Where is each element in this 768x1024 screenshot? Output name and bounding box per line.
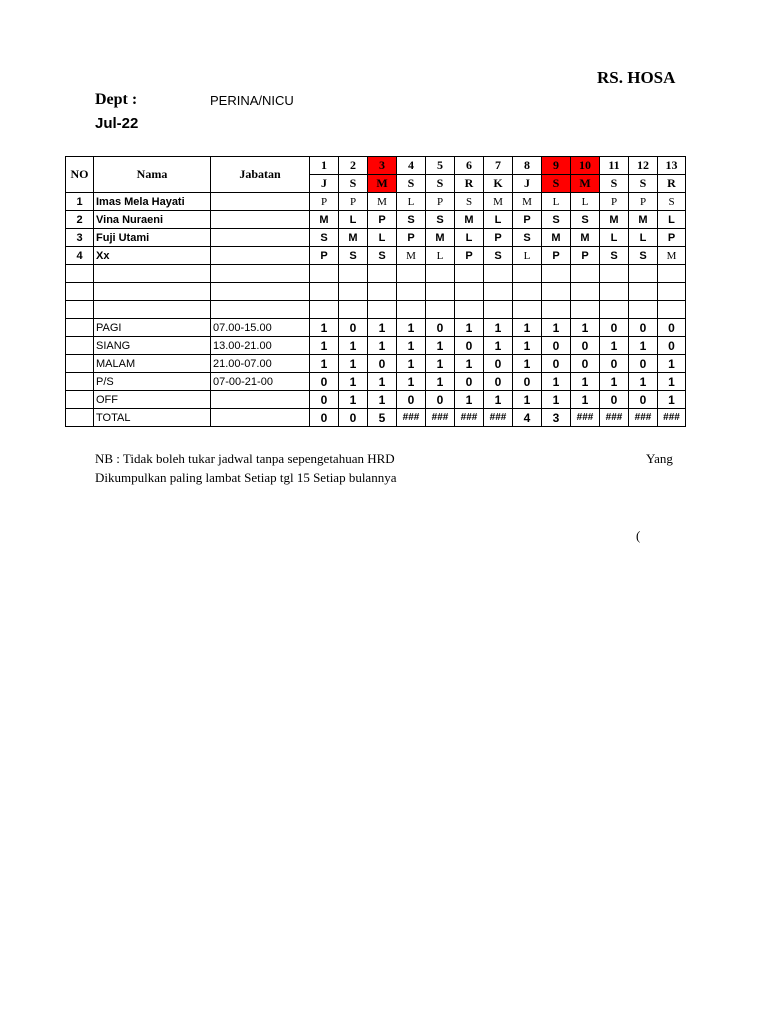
shift-cell: L [658,211,686,229]
summary-value: 1 [571,391,600,409]
date-cell: 1 [310,157,339,175]
empty-cell [66,301,94,319]
shift-cell: S [397,211,426,229]
summary-value: 0 [397,391,426,409]
empty-cell [397,265,426,283]
empty-cell [426,301,455,319]
summary-value: 0 [600,355,629,373]
empty-cell [629,301,658,319]
summary-value: 1 [455,319,484,337]
empty-cell [339,283,368,301]
shift-cell: P [426,193,455,211]
dept-value: PERINA/NICU [210,93,294,108]
summary-time: 13.00-21.00 [211,337,310,355]
empty-cell [455,301,484,319]
summary-value: 1 [455,355,484,373]
summary-value: 0 [513,373,542,391]
empty-cell [658,283,686,301]
summary-value: 0 [339,319,368,337]
empty-cell [211,283,310,301]
empty-cell [455,283,484,301]
summary-value: 1 [368,373,397,391]
summary-value: 0 [368,355,397,373]
day-cell: R [455,175,484,193]
day-cell: S [542,175,571,193]
summary-value: 0 [658,337,686,355]
shift-cell: M [397,247,426,265]
empty-cell [310,283,339,301]
empty-cell [426,265,455,283]
staff-no: 1 [66,193,94,211]
shift-cell: P [484,229,513,247]
staff-no: 4 [66,247,94,265]
summary-row [66,355,686,373]
summary-value: 1 [484,319,513,337]
summary-value: 1 [310,355,339,373]
day-cell: K [484,175,513,193]
shift-cell: M [542,229,571,247]
empty-cell [571,283,600,301]
date-cell: 6 [455,157,484,175]
blank-row [66,301,686,319]
staff-name: Vina Nuraeni [94,211,211,229]
summary-value: 1 [600,337,629,355]
summary-label: PAGI [94,319,211,337]
day-cell: R [658,175,686,193]
shift-cell: M [513,193,542,211]
summary-value: 1 [426,337,455,355]
shift-cell: S [455,193,484,211]
shift-cell: L [484,211,513,229]
shift-cell: L [513,247,542,265]
shift-cell: P [542,247,571,265]
shift-cell: M [658,247,686,265]
signature-bracket: ( [636,528,641,543]
summary-time [211,409,310,427]
empty-cell [310,265,339,283]
summary-no [66,337,94,355]
date-cell: 2 [339,157,368,175]
header-nama: Nama [94,157,211,193]
summary-value: 0 [455,337,484,355]
shift-cell: L [397,193,426,211]
summary-label: TOTAL [94,409,211,427]
day-cell: S [629,175,658,193]
day-cell: S [426,175,455,193]
summary-value: 0 [600,319,629,337]
shift-cell: P [368,211,397,229]
shift-cell: M [571,229,600,247]
shift-cell: P [600,193,629,211]
shift-cell: L [339,211,368,229]
shift-cell: P [310,193,339,211]
summary-value: 0 [629,391,658,409]
date-cell: 9 [542,157,571,175]
empty-cell [66,283,94,301]
empty-cell [629,283,658,301]
empty-cell [484,301,513,319]
staff-jabatan [211,211,310,229]
shift-cell: S [542,211,571,229]
summary-value: 0 [484,355,513,373]
summary-row [66,337,686,355]
empty-cell [368,283,397,301]
empty-cell [600,265,629,283]
summary-row [66,391,686,409]
summary-value: ### [426,409,455,427]
shift-cell: M [368,193,397,211]
empty-cell [658,265,686,283]
summary-value: 1 [629,337,658,355]
summary-value: 1 [397,373,426,391]
date-cell: 5 [426,157,455,175]
shift-cell: S [629,247,658,265]
summary-value: 1 [368,337,397,355]
summary-value: 1 [513,355,542,373]
summary-value: 1 [542,391,571,409]
dept-label: Dept : [95,91,138,108]
shift-cell: M [455,211,484,229]
shift-cell: M [339,229,368,247]
shift-cell: L [542,193,571,211]
summary-value: 1 [339,373,368,391]
shift-cell: S [571,211,600,229]
table-header-row [66,157,686,175]
day-cell: S [397,175,426,193]
summary-value: 1 [339,337,368,355]
date-cell: 13 [658,157,686,175]
summary-label: OFF [94,391,211,409]
day-cell: S [339,175,368,193]
summary-value: 1 [571,319,600,337]
summary-no [66,355,94,373]
shift-cell: M [484,193,513,211]
empty-cell [542,265,571,283]
summary-value: 1 [310,337,339,355]
day-cell: M [571,175,600,193]
staff-name: Xx [94,247,211,265]
shift-cell: P [571,247,600,265]
summary-value: 0 [629,319,658,337]
empty-cell [484,265,513,283]
empty-cell [542,301,571,319]
empty-cell [94,301,211,319]
summary-value: 4 [513,409,542,427]
summary-label: P/S [94,373,211,391]
empty-cell [513,301,542,319]
shift-cell: P [310,247,339,265]
table-row [66,193,686,211]
summary-value: 1 [571,373,600,391]
summary-value: 0 [426,391,455,409]
summary-value: 1 [397,337,426,355]
summary-value: 0 [484,373,513,391]
summary-row [66,319,686,337]
empty-cell [600,301,629,319]
date-cell: 10 [571,157,600,175]
summary-no [66,409,94,427]
summary-value: 1 [368,319,397,337]
header-no: NO [66,157,94,193]
shift-cell: S [368,247,397,265]
note-line-1: NB : Tidak boleh tukar jadwal tanpa sepengetahuan HRD [95,451,395,466]
empty-cell [600,283,629,301]
summary-value: 1 [368,391,397,409]
summary-value: 1 [339,391,368,409]
shift-cell: L [368,229,397,247]
table-row [66,229,686,247]
summary-value: 1 [484,391,513,409]
summary-no [66,319,94,337]
summary-value: 1 [513,319,542,337]
month-label: Jul-22 [95,115,139,132]
shift-cell: S [426,211,455,229]
staff-no: 3 [66,229,94,247]
shift-cell: P [397,229,426,247]
empty-cell [571,265,600,283]
summary-time: 21.00-07.00 [211,355,310,373]
empty-cell [513,283,542,301]
summary-value: 0 [426,319,455,337]
empty-cell [571,301,600,319]
summary-value: 1 [455,391,484,409]
empty-cell [455,265,484,283]
summary-value: ### [484,409,513,427]
summary-value: 0 [542,337,571,355]
roster-table [65,156,686,427]
empty-cell [368,301,397,319]
summary-time: 07-00-21-00 [211,373,310,391]
summary-value: 1 [310,319,339,337]
summary-row [66,409,686,427]
empty-cell [658,301,686,319]
summary-value: 5 [368,409,397,427]
day-cell: S [600,175,629,193]
summary-value: 1 [397,319,426,337]
day-cell: M [368,175,397,193]
summary-value: 1 [629,373,658,391]
summary-value: 1 [484,337,513,355]
hospital-name: RS. HOSA [597,68,676,87]
summary-value: 0 [571,337,600,355]
summary-value: 1 [513,391,542,409]
day-cell: J [310,175,339,193]
note-line-2: Dikumpulkan paling lambat Setiap tgl 15 Setiap bulannya [95,470,397,485]
summary-value: ### [629,409,658,427]
shift-cell: L [426,247,455,265]
staff-jabatan [211,247,310,265]
summary-time: 07.00-15.00 [211,319,310,337]
shift-cell: S [513,229,542,247]
shift-cell: S [339,247,368,265]
summary-no [66,373,94,391]
summary-label: SIANG [94,337,211,355]
summary-value: 1 [658,355,686,373]
summary-value: 1 [426,355,455,373]
summary-value: 1 [658,391,686,409]
empty-cell [513,265,542,283]
staff-name: Fuji Utami [94,229,211,247]
shift-cell: M [426,229,455,247]
staff-name: Imas Mela Hayati [94,193,211,211]
date-cell: 11 [600,157,629,175]
header-jabatan: Jabatan [211,157,310,193]
shift-cell: L [629,229,658,247]
summary-value: 3 [542,409,571,427]
summary-label: MALAM [94,355,211,373]
shift-cell: P [629,193,658,211]
summary-value: 0 [310,391,339,409]
summary-value: 1 [339,355,368,373]
empty-cell [368,265,397,283]
signature-label: Yang [646,451,673,466]
empty-cell [310,301,339,319]
table-row [66,247,686,265]
summary-no [66,391,94,409]
summary-value: 0 [600,391,629,409]
summary-value: 1 [426,373,455,391]
shift-cell: S [484,247,513,265]
staff-no: 2 [66,211,94,229]
summary-value: ### [658,409,686,427]
summary-value: 0 [339,409,368,427]
shift-cell: S [600,247,629,265]
date-cell: 7 [484,157,513,175]
summary-value: 1 [542,319,571,337]
shift-cell: L [600,229,629,247]
empty-cell [484,283,513,301]
summary-value: 1 [397,355,426,373]
summary-value: 0 [571,355,600,373]
shift-cell: M [310,211,339,229]
summary-value: 0 [310,409,339,427]
table-row [66,211,686,229]
summary-value: 0 [310,373,339,391]
empty-cell [94,283,211,301]
summary-value: ### [455,409,484,427]
summary-value: 1 [513,337,542,355]
empty-cell [211,265,310,283]
shift-cell: P [513,211,542,229]
summary-value: ### [571,409,600,427]
empty-cell [629,265,658,283]
shift-cell: L [571,193,600,211]
date-cell: 12 [629,157,658,175]
summary-value: 1 [658,373,686,391]
empty-cell [339,301,368,319]
staff-jabatan [211,229,310,247]
summary-value: ### [600,409,629,427]
summary-value: 0 [629,355,658,373]
shift-cell: M [629,211,658,229]
staff-jabatan [211,193,310,211]
empty-cell [211,301,310,319]
shift-cell: S [310,229,339,247]
shift-cell: L [455,229,484,247]
summary-value: 1 [600,373,629,391]
shift-cell: M [600,211,629,229]
blank-row [66,265,686,283]
summary-value: 1 [542,373,571,391]
summary-value: ### [397,409,426,427]
empty-cell [397,283,426,301]
summary-row [66,373,686,391]
empty-cell [542,283,571,301]
shift-cell: P [658,229,686,247]
empty-cell [66,265,94,283]
summary-value: 0 [542,355,571,373]
summary-value: 0 [658,319,686,337]
empty-cell [339,265,368,283]
date-cell: 3 [368,157,397,175]
blank-row [66,283,686,301]
date-cell: 8 [513,157,542,175]
shift-cell: S [658,193,686,211]
shift-cell: P [455,247,484,265]
date-cell: 4 [397,157,426,175]
empty-cell [397,301,426,319]
day-cell: J [513,175,542,193]
empty-cell [426,283,455,301]
summary-value: 0 [455,373,484,391]
summary-time [211,391,310,409]
empty-cell [94,265,211,283]
shift-cell: P [339,193,368,211]
